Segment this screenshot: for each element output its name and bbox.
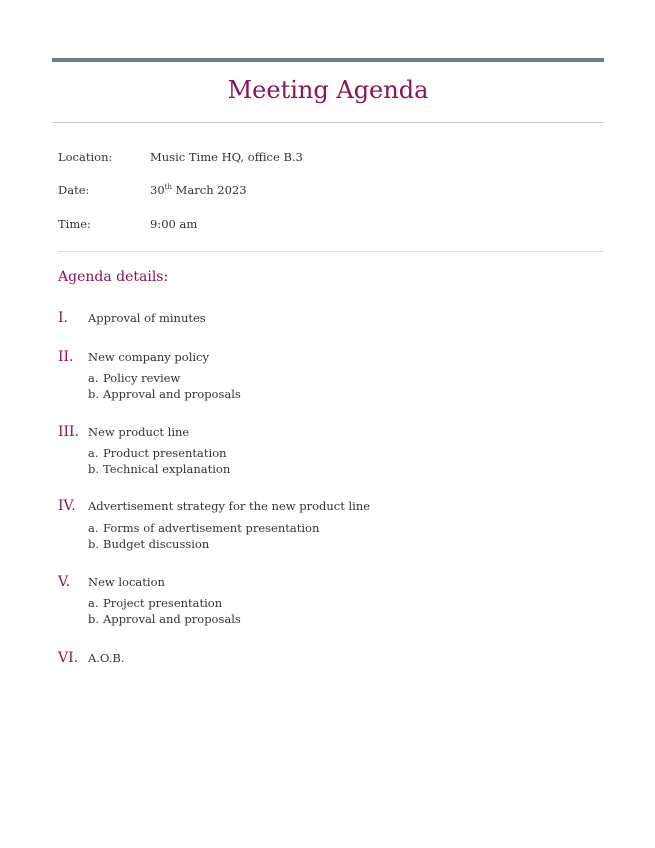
date-day: 30	[150, 183, 165, 197]
sub-text: Forms of advertisement presentation	[103, 521, 320, 535]
info-row-date	[58, 183, 247, 197]
item-number: II.	[58, 349, 74, 365]
sub-letter: a.	[88, 371, 99, 385]
page-title: Meeting Agenda	[227, 76, 429, 104]
item-number: VI.	[58, 650, 79, 666]
info-value: 9:00 am	[150, 217, 198, 231]
agenda-heading: Agenda details:	[58, 269, 169, 285]
sub-item	[88, 521, 319, 535]
sub-letter: a.	[88, 596, 99, 610]
date-rest: March 2023	[171, 183, 247, 197]
sub-item	[88, 462, 230, 476]
info-divider	[58, 251, 604, 252]
item-text: Advertisement strategy for the new product line	[88, 499, 371, 513]
sub-letter: b.	[88, 612, 100, 626]
item-text: New product line	[88, 425, 190, 439]
info-row-location	[58, 150, 303, 164]
sub-item	[88, 387, 241, 401]
sub-letter: b.	[88, 537, 100, 551]
agenda-item	[58, 424, 189, 440]
sub-text: Budget discussion	[103, 537, 210, 551]
top-accent-bar	[52, 58, 604, 62]
sub-text: Approval and proposals	[103, 387, 241, 401]
sub-letter: b.	[88, 387, 100, 401]
item-text: Approval of minutes	[88, 311, 206, 325]
title-divider	[52, 122, 604, 123]
sub-text: Project presentation	[103, 596, 223, 610]
agenda-item	[58, 498, 370, 514]
agenda-item	[58, 310, 206, 326]
item-number: I.	[58, 310, 68, 326]
sub-letter: a.	[88, 446, 99, 460]
date-suffix: th	[164, 183, 172, 192]
sub-text: Product presentation	[103, 446, 227, 460]
agenda-item	[58, 349, 209, 365]
item-number: IV.	[58, 498, 76, 514]
sub-letter: b.	[88, 462, 100, 476]
sub-text: Policy review	[103, 371, 181, 385]
sub-letter: a.	[88, 521, 99, 535]
agenda-item	[58, 574, 165, 590]
sub-item	[88, 596, 222, 610]
info-value	[150, 183, 247, 197]
sub-item	[88, 537, 209, 551]
info-label: Date:	[58, 183, 90, 197]
sub-text: Technical explanation	[103, 462, 231, 476]
sub-item	[88, 371, 180, 385]
item-text: New company policy	[88, 350, 209, 364]
info-label: Location:	[58, 150, 113, 164]
sub-item	[88, 612, 241, 626]
item-number: III.	[58, 424, 80, 440]
info-value: Music Time HQ, office B.3	[150, 150, 303, 164]
info-row-time	[58, 217, 197, 231]
item-text: A.O.B.	[88, 651, 125, 665]
item-text: New location	[88, 575, 165, 589]
sub-item	[88, 446, 227, 460]
item-number: V.	[58, 574, 71, 590]
info-label: Time:	[58, 217, 91, 231]
sub-text: Approval and proposals	[103, 612, 241, 626]
agenda-item	[58, 650, 124, 666]
